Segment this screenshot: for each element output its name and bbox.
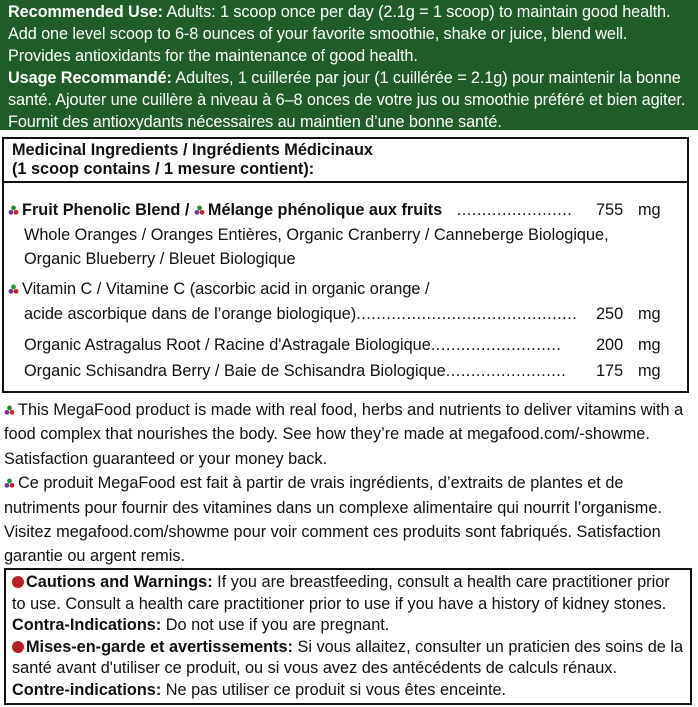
- mises-en-garde-label: Mises-en-garde et avertissements:: [26, 637, 293, 656]
- product-notes: [4, 398, 694, 569]
- recommended-use-text: Adults: 1 scoop once per day (2.1g = 1 scoop) to maintain good health. Add one level scoop to 6-8 ounces of your favorite smoothie, shake or juice, blend well. Provides antioxidants for the maintenance of good health.: [8, 3, 671, 65]
- note-fr: [4, 471, 694, 569]
- megafood-dots-icon: [8, 205, 19, 216]
- megafood-dots-icon: [4, 405, 15, 416]
- megafood-dots-icon: [8, 284, 19, 295]
- vitc-line1: Vitamin C / Vitamine C (ascorbic acid in organic orange /: [22, 280, 430, 298]
- vitc-line2: acide ascorbique dans de l’orange biologique): [24, 305, 357, 323]
- blend-desc-line1: Whole Oranges / Oranges Entières, Organic Cranberry / Canneberge Biologique,: [24, 226, 609, 244]
- contra-indications-label: Contra-Indications:: [12, 616, 162, 635]
- usage-recommande-text: Adultes, 1 cuillerée par jour (1 cuillérée = 2.1g) pour maintenir la bonne santé. Ajouter une cuillère à niveau à 6–8 onces de votre jus ou smoothie préféré et bien agiter. Fournit des antioxydants nécessaires au maintien d’une bonne santé.: [8, 69, 686, 131]
- cautions-text: If you are breastfeeding, consult a health care practitioner prior to use. Consult a health care practitioner prior to use if you have a history of kidney stones.: [12, 573, 670, 613]
- mises-en-garde-text: Si vous allaitez, consulter un praticien des soins de la santé avant d'utiliser ce produit, ou si vous avez des antécédents de calculs rénaux.: [12, 637, 684, 678]
- usage-recommande-label: Usage Recommandé:: [8, 69, 172, 87]
- vitc-unit: mg: [638, 305, 661, 323]
- blend-desc-line2: Organic Blueberry / Bleuet Biologique: [24, 250, 296, 268]
- note-en-text: This MegaFood product is made with real food, herbs and nutrients to deliver vitamins with a food complex that nourishes the body. See how they’re made at megafood.com/-showme. Satisfaction guaranteed or your money back.: [4, 401, 684, 468]
- blend-unit: mg: [638, 201, 661, 219]
- megafood-dots-icon: [194, 205, 205, 216]
- warning-en: [12, 572, 684, 637]
- cautions-label: Cautions and Warnings:: [26, 573, 213, 591]
- contra-indications-text: Do not use if you are pregnant.: [161, 616, 390, 635]
- astragalus-unit: mg: [638, 336, 661, 354]
- megafood-dots-icon: [4, 478, 15, 489]
- recommended-use-label: Recommended Use:: [8, 3, 163, 21]
- warning-fr: [12, 637, 684, 702]
- warnings-box: [4, 568, 692, 705]
- note-fr-text: Ce produit MegaFood est fait à partir de vrais ingrédients, d’extraits de plantes et de nutriments pour fournir des vitamines dans un complexe alimentaire qui nourrit l’organisme. Visitez megafood.com/showme pour voir comment ces produits sont fabriqués. Satisfaction garantie ou argent remis.: [4, 474, 662, 566]
- contre-indications-text: Ne pas utiliser ce produit si vous êtes enceinte.: [161, 680, 507, 699]
- ingredients-header: [4, 139, 687, 183]
- ingredients-header-line1: Medicinal Ingredients / Ingrédients Médicinaux: [12, 141, 373, 159]
- warning-dot-icon: [12, 641, 24, 653]
- schisandra-name: Organic Schisandra Berry / Baie de Schisandra Biologique: [24, 362, 446, 380]
- ingredients-header-line2: (1 scoop contains / 1 mesure contient):: [12, 160, 315, 178]
- usage-panel: [0, 0, 698, 130]
- astragalus-amount: 200: [596, 336, 624, 354]
- contre-indications-label: Contre-indications:: [12, 680, 162, 699]
- vitc-amount: 250: [596, 305, 624, 323]
- blend-amount: 755: [596, 201, 624, 219]
- blend-name-en: Fruit Phenolic Blend /: [22, 201, 190, 219]
- astragalus-name: Organic Astragalus Root / Racine d'Astragale Biologique: [24, 336, 431, 354]
- ingredients-table: Medicinal Ingredients / Ingrédients Médicinaux (1 scoop contains / 1 mesure contient): Fruit Phenolic Blend / Mélange phénolique aux fruits ....................... 755 mg Whole Oranges / Oranges Entières, Organic Cranberry / Canneberge Biologique, Organic Blueberry / Bleuet Biologique Vitamin C / Vitamine C (ascorbic acid in organic orange / acide ascorbique dans de l’orange biologique)............................................ 250 mg Organic Astragalus Root / Racine d'Astragale Biologique.......................... 200 mg Organic Schisandra Berry / Baie de Schisandra Biologique........................ 175 mg: [2, 137, 689, 393]
- blend-name-fr: Mélange phénolique aux fruits: [207, 201, 443, 219]
- schisandra-amount: 175: [596, 362, 624, 380]
- note-en: [4, 398, 694, 471]
- warning-dot-icon: [12, 576, 24, 588]
- schisandra-unit: mg: [638, 362, 661, 380]
